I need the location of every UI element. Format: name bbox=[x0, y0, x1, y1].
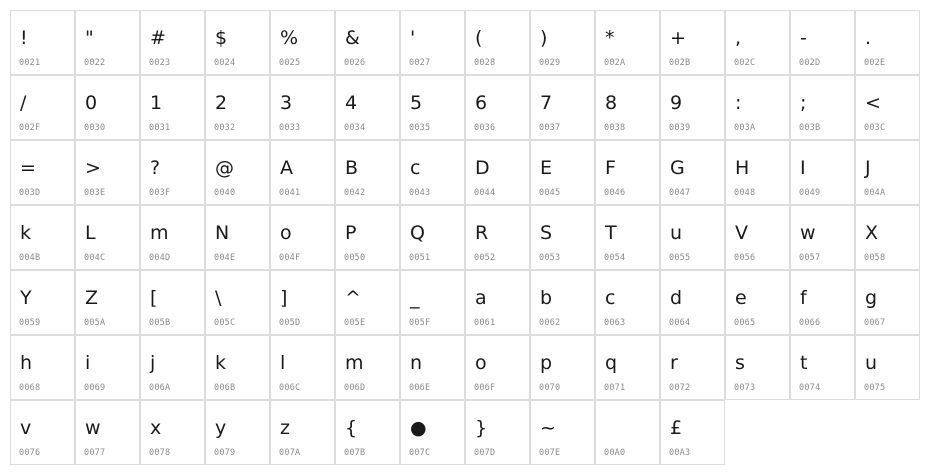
glyph-code: 0024 bbox=[214, 58, 236, 68]
glyph-char: S bbox=[540, 222, 553, 244]
glyph-cell[interactable] bbox=[660, 75, 725, 140]
glyph-cell[interactable] bbox=[75, 75, 140, 140]
glyph-char: k bbox=[20, 222, 32, 244]
glyph-cell[interactable] bbox=[75, 205, 140, 270]
glyph-cell[interactable] bbox=[335, 400, 400, 465]
glyph-code: 0051 bbox=[409, 253, 431, 263]
glyph-char: / bbox=[20, 92, 27, 114]
glyph-code: 006D bbox=[344, 383, 366, 393]
glyph-cell[interactable] bbox=[140, 140, 205, 205]
glyph-cell[interactable] bbox=[10, 140, 75, 205]
glyph-cell[interactable] bbox=[270, 400, 335, 465]
glyph-code: 0052 bbox=[474, 253, 496, 263]
glyph-cell[interactable] bbox=[660, 335, 725, 400]
glyph-code: 006B bbox=[214, 383, 236, 393]
glyph-code: 007E bbox=[539, 448, 561, 458]
glyph-cell[interactable] bbox=[790, 335, 855, 400]
glyph-code: 0021 bbox=[19, 58, 41, 68]
glyph-cell[interactable] bbox=[660, 140, 725, 205]
glyph-code: 0035 bbox=[409, 123, 431, 133]
glyph-char: } bbox=[475, 417, 488, 439]
glyph-char: u bbox=[670, 222, 683, 244]
glyph-cell[interactable] bbox=[530, 400, 595, 465]
glyph-cell[interactable] bbox=[400, 270, 465, 335]
glyph-code: 0034 bbox=[344, 123, 366, 133]
glyph-char: Z bbox=[85, 287, 99, 309]
glyph-char: ~ bbox=[540, 417, 556, 439]
glyph-code: 0079 bbox=[214, 448, 236, 458]
glyph-cell[interactable] bbox=[465, 270, 530, 335]
glyph-char: , bbox=[735, 27, 742, 49]
glyph-cell[interactable] bbox=[465, 10, 530, 75]
glyph-char: ● bbox=[410, 417, 427, 439]
glyph-code: 0025 bbox=[279, 58, 301, 68]
glyph-char: g bbox=[865, 287, 878, 309]
glyph-code: 006F bbox=[474, 383, 496, 393]
glyph-cell[interactable] bbox=[10, 205, 75, 270]
glyph-grid bbox=[10, 10, 920, 465]
glyph-char: r bbox=[670, 352, 678, 374]
glyph-cell[interactable] bbox=[335, 335, 400, 400]
glyph-char: 5 bbox=[410, 92, 423, 114]
glyph-cell[interactable] bbox=[400, 10, 465, 75]
glyph-code: 002E bbox=[864, 58, 886, 68]
glyph-char: u bbox=[865, 352, 878, 374]
glyph-code: 003D bbox=[19, 188, 41, 198]
glyph-code: 0044 bbox=[474, 188, 496, 198]
glyph-code: 0028 bbox=[474, 58, 496, 68]
glyph-cell[interactable] bbox=[335, 10, 400, 75]
glyph-code: 0064 bbox=[669, 318, 691, 328]
glyph-cell[interactable] bbox=[595, 400, 660, 465]
glyph-cell[interactable] bbox=[465, 400, 530, 465]
glyph-char: w bbox=[800, 222, 816, 244]
glyph-cell[interactable] bbox=[790, 140, 855, 205]
glyph-char: B bbox=[345, 157, 359, 179]
glyph-cell[interactable] bbox=[10, 270, 75, 335]
glyph-code: 007B bbox=[344, 448, 366, 458]
glyph-char: X bbox=[865, 222, 879, 244]
glyph-code: 006A bbox=[149, 383, 171, 393]
glyph-cell[interactable] bbox=[725, 10, 790, 75]
glyph-char: 3 bbox=[280, 92, 293, 114]
glyph-char: Y bbox=[20, 287, 32, 309]
glyph-code: 0043 bbox=[409, 188, 431, 198]
glyph-cell[interactable] bbox=[10, 10, 75, 75]
glyph-code: 0067 bbox=[864, 318, 886, 328]
glyph-cell[interactable] bbox=[660, 205, 725, 270]
glyph-char: - bbox=[800, 27, 807, 49]
glyph-cell[interactable] bbox=[140, 270, 205, 335]
glyph-code: 0036 bbox=[474, 123, 496, 133]
glyph-cell[interactable] bbox=[205, 270, 270, 335]
glyph-cell[interactable] bbox=[270, 335, 335, 400]
glyph-char: t bbox=[800, 352, 808, 374]
glyph-cell[interactable] bbox=[140, 400, 205, 465]
glyph-char: p bbox=[540, 352, 553, 374]
glyph-cell[interactable] bbox=[595, 10, 660, 75]
glyph-char: [ bbox=[150, 287, 158, 309]
glyph-cell[interactable] bbox=[725, 140, 790, 205]
glyph-char: n bbox=[410, 352, 423, 374]
glyph-code: 0048 bbox=[734, 188, 756, 198]
glyph-code: 0063 bbox=[604, 318, 626, 328]
glyph-code: 00A0 bbox=[604, 448, 626, 458]
glyph-code: 004E bbox=[214, 253, 236, 263]
glyph-cell[interactable] bbox=[75, 270, 140, 335]
glyph-char: ^ bbox=[345, 287, 361, 309]
glyph-cell[interactable] bbox=[530, 270, 595, 335]
glyph-char: ( bbox=[475, 27, 483, 49]
glyph-char: f bbox=[800, 287, 807, 309]
glyph-char: ; bbox=[800, 92, 807, 114]
glyph-cell[interactable] bbox=[725, 335, 790, 400]
glyph-cell[interactable] bbox=[400, 75, 465, 140]
glyph-char: 4 bbox=[345, 92, 358, 114]
glyph-code: 003F bbox=[149, 188, 171, 198]
glyph-code: 0031 bbox=[149, 123, 171, 133]
glyph-char: > bbox=[85, 157, 101, 179]
glyph-cell[interactable] bbox=[205, 205, 270, 270]
glyph-code: 003B bbox=[799, 123, 821, 133]
glyph-code: 0068 bbox=[19, 383, 41, 393]
glyph-cell[interactable] bbox=[790, 205, 855, 270]
glyph-code: 0056 bbox=[734, 253, 756, 263]
glyph-code: 004C bbox=[84, 253, 106, 263]
glyph-cell[interactable] bbox=[335, 140, 400, 205]
glyph-code: 0061 bbox=[474, 318, 496, 328]
glyph-char: 7 bbox=[540, 92, 553, 114]
glyph-char: e bbox=[735, 287, 747, 309]
glyph-char: Q bbox=[410, 222, 425, 244]
glyph-cell[interactable] bbox=[790, 10, 855, 75]
glyph-char: k bbox=[215, 352, 227, 374]
glyph-char: q bbox=[605, 352, 618, 374]
glyph-cell[interactable] bbox=[530, 205, 595, 270]
glyph-char: @ bbox=[215, 157, 234, 179]
glyph-cell[interactable] bbox=[140, 75, 205, 140]
glyph-char: m bbox=[150, 222, 169, 244]
glyph-cell[interactable] bbox=[75, 400, 140, 465]
glyph-code: 004A bbox=[864, 188, 886, 198]
glyph-code: 0033 bbox=[279, 123, 301, 133]
glyph-char: E bbox=[540, 157, 553, 179]
glyph-char: 8 bbox=[605, 92, 618, 114]
glyph-code: 005D bbox=[279, 318, 301, 328]
glyph-char: v bbox=[20, 417, 32, 439]
glyph-char: L bbox=[85, 222, 96, 244]
glyph-code: 002C bbox=[734, 58, 756, 68]
glyph-code: 0075 bbox=[864, 383, 886, 393]
glyph-code: 004D bbox=[149, 253, 171, 263]
glyph-code: 0078 bbox=[149, 448, 171, 458]
glyph-char: c bbox=[605, 287, 616, 309]
glyph-cell[interactable] bbox=[75, 140, 140, 205]
glyph-code: 006E bbox=[409, 383, 431, 393]
glyph-char: a bbox=[475, 287, 487, 309]
glyph-code: 0059 bbox=[19, 318, 41, 328]
glyph-char: s bbox=[735, 352, 745, 374]
glyph-char: m bbox=[345, 352, 364, 374]
glyph-char: = bbox=[20, 157, 36, 179]
glyph-code: 0074 bbox=[799, 383, 821, 393]
glyph-char: x bbox=[150, 417, 162, 439]
glyph-cell[interactable] bbox=[335, 205, 400, 270]
glyph-code: 0027 bbox=[409, 58, 431, 68]
glyph-code: 0038 bbox=[604, 123, 626, 133]
glyph-code: 0032 bbox=[214, 123, 236, 133]
glyph-cell[interactable] bbox=[10, 75, 75, 140]
glyph-code: 0065 bbox=[734, 318, 756, 328]
glyph-code: 0072 bbox=[669, 383, 691, 393]
glyph-char: % bbox=[280, 27, 299, 49]
glyph-code: 0070 bbox=[539, 383, 561, 393]
glyph-char: < bbox=[865, 92, 881, 114]
glyph-code: 00A3 bbox=[669, 448, 691, 458]
glyph-code: 004F bbox=[279, 253, 301, 263]
glyph-char: y bbox=[215, 417, 227, 439]
glyph-cell[interactable] bbox=[205, 140, 270, 205]
glyph-code: 0054 bbox=[604, 253, 626, 263]
glyph-code: 0050 bbox=[344, 253, 366, 263]
glyph-char: o bbox=[475, 352, 487, 374]
glyph-cell[interactable] bbox=[270, 205, 335, 270]
glyph-cell[interactable] bbox=[855, 335, 920, 400]
glyph-char: 9 bbox=[670, 92, 683, 114]
glyph-cell[interactable] bbox=[530, 75, 595, 140]
glyph-cell[interactable] bbox=[140, 10, 205, 75]
glyph-char: * bbox=[605, 27, 615, 49]
glyph-code: 0042 bbox=[344, 188, 366, 198]
glyph-cell[interactable] bbox=[660, 270, 725, 335]
glyph-cell[interactable] bbox=[790, 75, 855, 140]
glyph-code: 0037 bbox=[539, 123, 561, 133]
glyph-char: £ bbox=[670, 417, 683, 439]
glyph-char: 6 bbox=[475, 92, 488, 114]
glyph-cell[interactable] bbox=[595, 140, 660, 205]
glyph-cell[interactable] bbox=[595, 335, 660, 400]
glyph-cell[interactable] bbox=[140, 205, 205, 270]
glyph-cell[interactable] bbox=[205, 335, 270, 400]
glyph-cell[interactable] bbox=[855, 75, 920, 140]
glyph-code: 003E bbox=[84, 188, 106, 198]
glyph-char: ! bbox=[20, 27, 28, 49]
glyph-char: j bbox=[150, 352, 156, 374]
glyph-cell[interactable] bbox=[855, 140, 920, 205]
glyph-code: 0053 bbox=[539, 253, 561, 263]
glyph-code: 005F bbox=[409, 318, 431, 328]
glyph-cell[interactable] bbox=[75, 335, 140, 400]
glyph-char: " bbox=[85, 27, 94, 49]
glyph-code: 0076 bbox=[19, 448, 41, 458]
glyph-code: 0049 bbox=[799, 188, 821, 198]
glyph-code: 003C bbox=[864, 123, 886, 133]
glyph-cell[interactable] bbox=[530, 10, 595, 75]
glyph-cell[interactable] bbox=[725, 75, 790, 140]
glyph-char: $ bbox=[215, 27, 228, 49]
glyph-cell[interactable] bbox=[205, 400, 270, 465]
glyph-char: b bbox=[540, 287, 553, 309]
glyph-char: R bbox=[475, 222, 489, 244]
glyph-code: 0055 bbox=[669, 253, 691, 263]
glyph-code: 0029 bbox=[539, 58, 561, 68]
glyph-code: 007D bbox=[474, 448, 496, 458]
glyph-char: { bbox=[345, 417, 358, 439]
glyph-char: T bbox=[605, 222, 617, 244]
glyph-char: & bbox=[345, 27, 360, 49]
glyph-char: z bbox=[280, 417, 290, 439]
glyph-char: J bbox=[865, 157, 871, 179]
glyph-code: 005A bbox=[84, 318, 106, 328]
glyph-cell[interactable] bbox=[75, 10, 140, 75]
glyph-char: H bbox=[735, 157, 750, 179]
glyph-char: D bbox=[475, 157, 490, 179]
glyph-cell[interactable] bbox=[465, 335, 530, 400]
glyph-code: 0046 bbox=[604, 188, 626, 198]
glyph-code: 0039 bbox=[669, 123, 691, 133]
glyph-char: _ bbox=[410, 287, 420, 309]
glyph-cell[interactable] bbox=[530, 335, 595, 400]
glyph-char: c bbox=[410, 157, 421, 179]
glyph-char: d bbox=[670, 287, 683, 309]
glyph-char: ? bbox=[150, 157, 161, 179]
glyph-char: 0 bbox=[85, 92, 98, 114]
glyph-cell[interactable] bbox=[660, 10, 725, 75]
glyph-code: 0026 bbox=[344, 58, 366, 68]
glyph-cell[interactable] bbox=[270, 75, 335, 140]
glyph-cell[interactable] bbox=[10, 400, 75, 465]
glyph-cell[interactable] bbox=[400, 335, 465, 400]
glyph-char: . bbox=[865, 27, 872, 49]
glyph-code: 0041 bbox=[279, 188, 301, 198]
glyph-char: F bbox=[605, 157, 616, 179]
glyph-cell[interactable] bbox=[855, 270, 920, 335]
glyph-cell[interactable] bbox=[270, 270, 335, 335]
glyph-char: i bbox=[85, 352, 91, 374]
glyph-code: 0047 bbox=[669, 188, 691, 198]
glyph-char: w bbox=[85, 417, 101, 439]
glyph-cell[interactable] bbox=[595, 75, 660, 140]
glyph-cell[interactable] bbox=[270, 140, 335, 205]
glyph-cell[interactable] bbox=[400, 205, 465, 270]
glyph-char: A bbox=[280, 157, 293, 179]
glyph-code: 005E bbox=[344, 318, 366, 328]
glyph-code: 005C bbox=[214, 318, 236, 328]
glyph-cell[interactable] bbox=[205, 75, 270, 140]
glyph-code: 0022 bbox=[84, 58, 106, 68]
glyph-code: 0077 bbox=[84, 448, 106, 458]
glyph-code: 0062 bbox=[539, 318, 561, 328]
glyph-cell[interactable] bbox=[140, 335, 205, 400]
glyph-char: \ bbox=[215, 287, 222, 309]
glyph-char: 1 bbox=[150, 92, 163, 114]
glyph-char: N bbox=[215, 222, 230, 244]
glyph-code: 0071 bbox=[604, 383, 626, 393]
glyph-char: I bbox=[800, 157, 806, 179]
glyph-code: 004B bbox=[19, 253, 41, 263]
glyph-cell[interactable] bbox=[725, 270, 790, 335]
glyph-cell[interactable] bbox=[400, 140, 465, 205]
glyph-code: 0045 bbox=[539, 188, 561, 198]
glyph-char: 2 bbox=[215, 92, 228, 114]
glyph-code: 006C bbox=[279, 383, 301, 393]
glyph-char: l bbox=[280, 352, 286, 374]
glyph-cell[interactable] bbox=[790, 270, 855, 335]
glyph-char: : bbox=[735, 92, 742, 114]
glyph-char: # bbox=[150, 27, 166, 49]
glyph-cell[interactable] bbox=[10, 335, 75, 400]
glyph-cell[interactable] bbox=[595, 205, 660, 270]
glyph-char: V bbox=[735, 222, 748, 244]
glyph-char: o bbox=[280, 222, 292, 244]
glyph-char: ) bbox=[540, 27, 548, 49]
glyph-code: 0069 bbox=[84, 383, 106, 393]
glyph-code: 0040 bbox=[214, 188, 236, 198]
glyph-cell[interactable] bbox=[855, 10, 920, 75]
glyph-code: 0066 bbox=[799, 318, 821, 328]
glyph-code: 0058 bbox=[864, 253, 886, 263]
glyph-cell[interactable] bbox=[465, 205, 530, 270]
glyph-cell[interactable] bbox=[270, 10, 335, 75]
glyph-code: 007A bbox=[279, 448, 301, 458]
glyph-cell[interactable] bbox=[205, 10, 270, 75]
glyph-cell[interactable] bbox=[530, 140, 595, 205]
glyph-char: h bbox=[20, 352, 33, 374]
glyph-cell[interactable] bbox=[335, 270, 400, 335]
glyph-code: 007C bbox=[409, 448, 431, 458]
glyph-code: 0073 bbox=[734, 383, 756, 393]
glyph-cell[interactable] bbox=[725, 205, 790, 270]
glyph-cell[interactable] bbox=[400, 400, 465, 465]
glyph-code: 0030 bbox=[84, 123, 106, 133]
glyph-cell[interactable] bbox=[465, 75, 530, 140]
glyph-char: ' bbox=[410, 27, 416, 49]
glyph-code: 0057 bbox=[799, 253, 821, 263]
glyph-cell[interactable] bbox=[465, 140, 530, 205]
glyph-cell[interactable] bbox=[660, 400, 725, 465]
glyph-code: 002B bbox=[669, 58, 691, 68]
glyph-cell[interactable] bbox=[595, 270, 660, 335]
glyph-code: 002F bbox=[19, 123, 41, 133]
glyph-code: 002D bbox=[799, 58, 821, 68]
glyph-code: 0023 bbox=[149, 58, 171, 68]
glyph-code: 002A bbox=[604, 58, 626, 68]
glyph-cell[interactable] bbox=[335, 75, 400, 140]
glyph-char: + bbox=[670, 27, 686, 49]
glyph-code: 005B bbox=[149, 318, 171, 328]
glyph-char: P bbox=[345, 222, 357, 244]
glyph-char: G bbox=[670, 157, 685, 179]
glyph-cell[interactable] bbox=[855, 205, 920, 270]
glyph-char: ] bbox=[280, 287, 288, 309]
glyph-code: 003A bbox=[734, 123, 756, 133]
